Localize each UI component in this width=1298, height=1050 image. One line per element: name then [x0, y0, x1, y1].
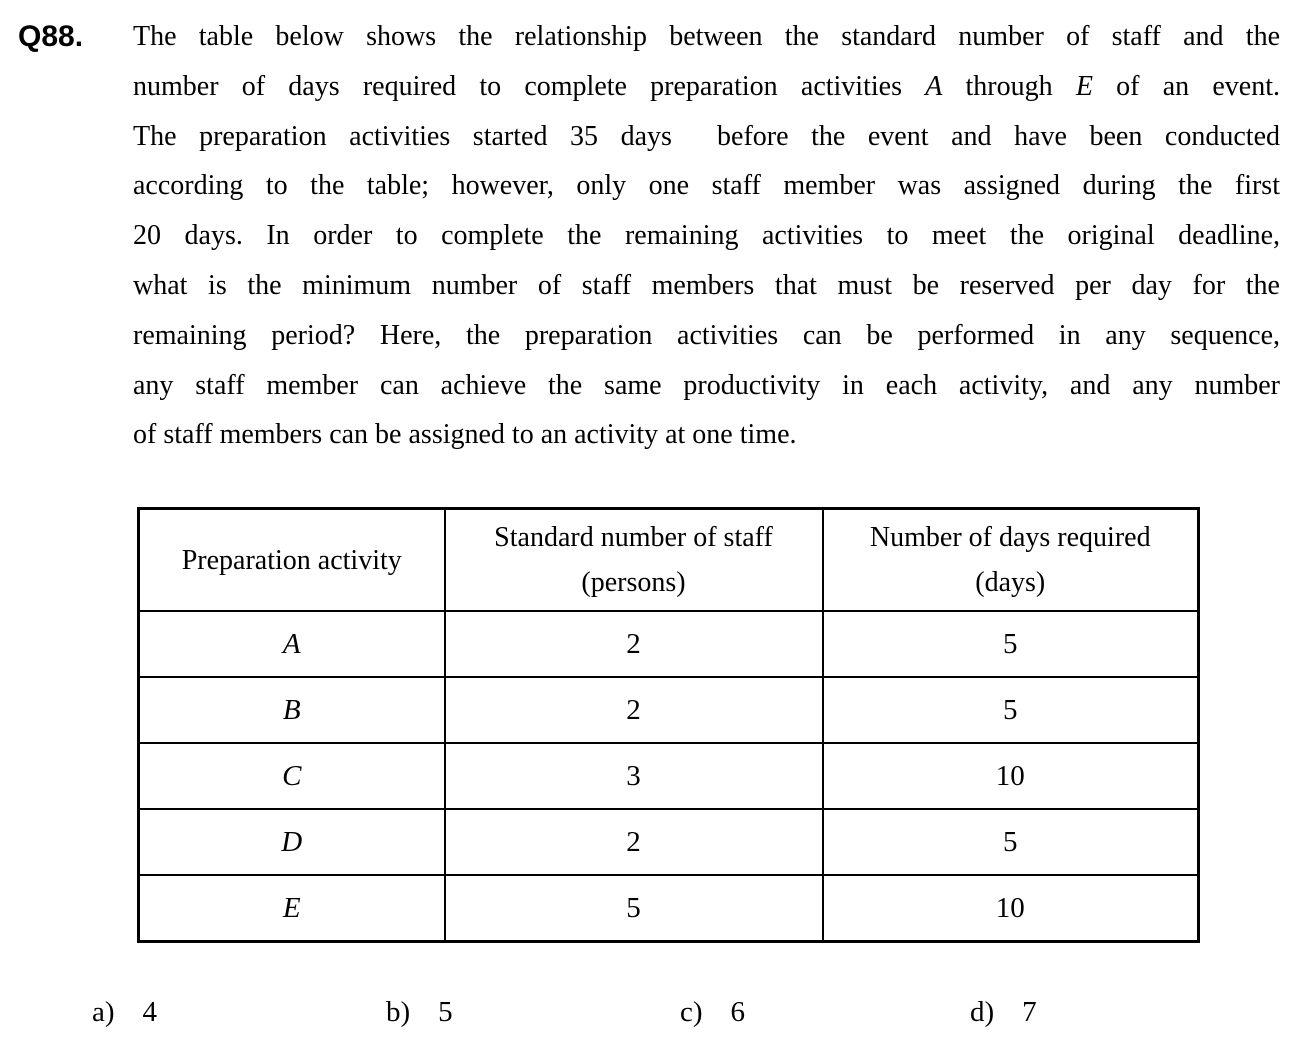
cell-days: 10	[823, 875, 1199, 942]
cell-staff: 3	[445, 743, 823, 809]
cell-staff: 5	[445, 875, 823, 942]
question-line: any staff member can achieve the same productivity in each activity, and any number	[133, 369, 1280, 401]
question-line: number of days required to complete preparation activities A through E of an event.	[133, 70, 1280, 102]
option-label: c)	[680, 996, 703, 1028]
header-preparation-activity	[139, 509, 445, 612]
header-standard-staff	[445, 509, 823, 612]
question-line: according to the table; however, only one staff member was assigned during the first	[133, 170, 1280, 202]
option-value: 6	[730, 996, 746, 1028]
cell-staff: 2	[445, 809, 823, 875]
question-line: The preparation activities started 35 days before the event and have been conducted	[133, 120, 1280, 152]
question-line: The table below shows the relationship between the standard number of staff and the	[133, 21, 1280, 52]
table-header-row	[139, 509, 1199, 612]
option-value: 5	[438, 996, 453, 1028]
table-row	[139, 677, 1199, 743]
table-row	[139, 611, 1199, 677]
table-row	[139, 875, 1199, 942]
header-label: Preparation activity	[181, 544, 402, 576]
header-unit: (days)	[975, 567, 1046, 598]
cell-days: 5	[823, 611, 1199, 677]
option-value: 7	[1022, 996, 1037, 1028]
option-b	[386, 996, 453, 1029]
question-block	[18, 12, 1280, 460]
header-label: Standard number of staff	[494, 522, 773, 553]
cell-activity: C	[139, 743, 445, 809]
option-d	[970, 996, 1037, 1029]
cell-days: 10	[823, 743, 1199, 809]
question-line: 20 days. In order to complete the remaining activities to meet the original deadline,	[133, 220, 1280, 252]
option-label: b)	[386, 996, 411, 1028]
option-label: a)	[92, 996, 115, 1028]
table-row	[139, 743, 1199, 809]
cell-staff: 2	[445, 677, 823, 743]
table-row	[139, 809, 1199, 875]
cell-activity: A	[139, 611, 445, 677]
header-label: Number of days required	[869, 522, 1151, 553]
question-text	[133, 12, 1280, 460]
question-line: of staff members can be assigned to an activity at one time.	[133, 419, 797, 451]
option-c	[680, 996, 745, 1029]
answer-options	[0, 996, 1298, 1036]
question-line: remaining period? Here, the preparation activities can be performed in any sequence,	[133, 319, 1280, 351]
cell-activity: B	[139, 677, 445, 743]
cell-staff: 2	[445, 611, 823, 677]
option-a	[92, 996, 157, 1029]
activity-table	[137, 507, 1200, 943]
cell-days: 5	[823, 809, 1199, 875]
option-value: 4	[142, 996, 158, 1028]
question-line: what is the minimum number of staff members that must be reserved per day for the	[133, 269, 1280, 301]
cell-activity: D	[139, 809, 445, 875]
option-label: d)	[970, 996, 995, 1028]
cell-days: 5	[823, 677, 1199, 743]
question-number: Q88.	[18, 20, 84, 53]
header-unit: (persons)	[581, 567, 686, 598]
header-days-required	[823, 509, 1199, 612]
cell-activity: E	[139, 875, 445, 942]
